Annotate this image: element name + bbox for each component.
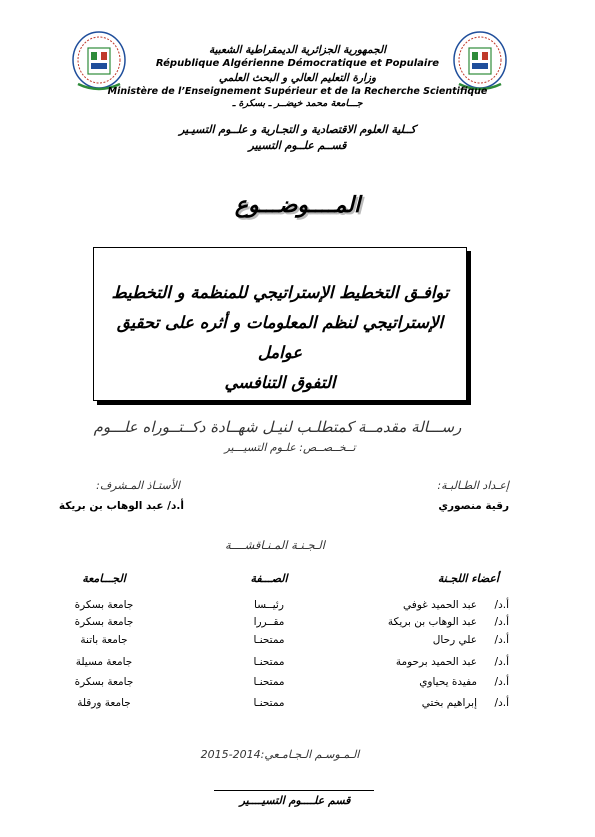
member-name: إبراهيم بختي (421, 697, 477, 709)
col-role-header: الصـــفة (250, 572, 288, 585)
col-members-header: أعضاء اللجـنة (437, 572, 499, 585)
ministry-arabic: وزارة التعليم العالي و البحث العلمي (218, 72, 377, 84)
member-name: عبد الحميد برحومة (395, 656, 477, 668)
prepared-by-label: إعـداد الطـالبـة: (437, 479, 509, 492)
university-name: جـــامعة محمد خيضــر ـ بسكرة ـ (232, 98, 363, 109)
supervisor-label: الأستـاذ المـشرف: (96, 479, 180, 492)
member-university: جامعة بسكرة (74, 599, 134, 611)
member-university: جامعة باتنة (80, 634, 128, 646)
member-university: جامعة مسيلة (75, 656, 133, 668)
footer-rule (214, 790, 374, 791)
member-role: ممتحنـا (253, 634, 285, 646)
subject-heading: المــــوضـــوع (234, 193, 361, 218)
thesis-title (104, 278, 456, 398)
member-title: أ.د/ (494, 697, 509, 709)
title-frame (93, 247, 467, 401)
member-university: جامعة ورقلة (77, 697, 131, 709)
member-title: أ.د/ (494, 634, 509, 646)
title-line: توافـق التخطيط الإستراتيجي للمنظمة و التخطيط (111, 283, 449, 302)
academic-year: الـمـوسـم الـجـامـعي:2014-2015 (200, 748, 360, 761)
member-role: ممتحنـا (253, 697, 285, 709)
member-name: عبد الوهاب بن بريكة (387, 616, 477, 628)
faculty-name: كــلية العلوم الاقتصادية و التجـارية و علــوم التسيـير (179, 123, 416, 136)
member-name: علي رحال (432, 634, 477, 646)
member-name: عبد الحميد غوفي (403, 599, 477, 611)
member-role: رئيــسا (254, 599, 284, 611)
member-title: أ.د/ (494, 676, 509, 688)
title-line: الإستراتيجي لنظم المعلومات و أثره على تحقيق عوامل (116, 313, 444, 362)
footer-department: قسم علــــوم التسيــــير (239, 794, 351, 807)
member-title: أ.د/ (494, 616, 509, 628)
specialty: تــخــصــص: علـوم التسيـــير (224, 441, 356, 454)
republic-french: République Algérienne Démocratique et Populaire (155, 58, 440, 69)
member-role: ممتحنـا (253, 676, 285, 688)
member-university: جامعة بسكرة (74, 676, 134, 688)
republic-arabic: الجمهورية الجزائرية الديمقراطية الشعبية (208, 44, 386, 56)
member-title: أ.د/ (494, 656, 509, 668)
title-line: التفوق التنافسي (224, 373, 336, 392)
member-title: أ.د/ (494, 599, 509, 611)
member-university: جامعة بسكرة (74, 616, 134, 628)
department-name: قســم علــوم التسيير (248, 139, 347, 152)
ministry-french: Ministère de l’Enseignement Supérieur et de la Recherche Scientifique (107, 86, 488, 97)
student-name: رقية منصوري (438, 500, 509, 512)
committee-heading: الـجـنـة المـنـاقشــــة (225, 538, 325, 552)
member-role: مقــررا (253, 616, 285, 628)
col-university-header: الجـــامعة (82, 572, 126, 585)
supervisor-name: أ.د/ عبد الوهاب بن بريكة (58, 500, 184, 512)
member-name: مفيدة يحياوي (419, 676, 477, 688)
member-role: ممتحنـا (253, 656, 285, 668)
thesis-statement: رســـالة مقدمــة كمتطلـب لنيـل شهــادة دكــتــوراه علـــوم (93, 418, 462, 436)
